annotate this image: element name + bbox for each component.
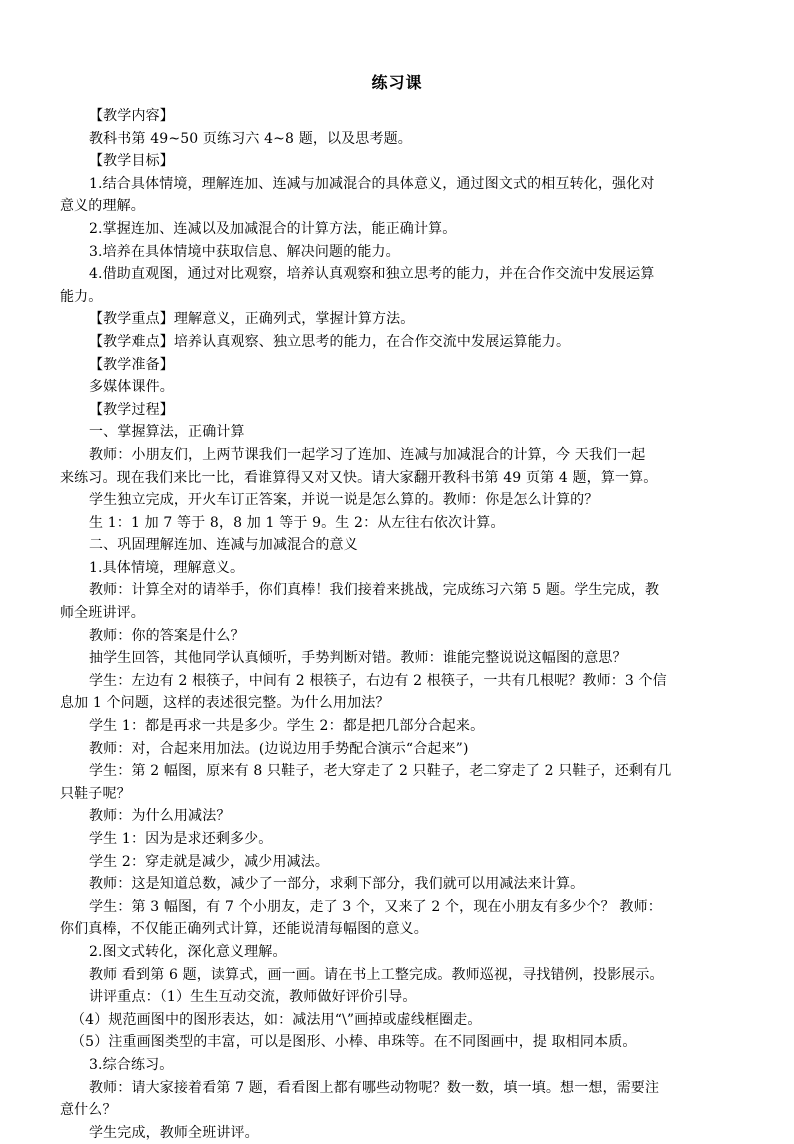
body-line: 3.综合练习。	[89, 1056, 174, 1073]
body-line: 4.借助直观图，通过对比观察，培养认真观察和独立思考的能力，并在合作交流中发展运算	[89, 266, 655, 283]
body-line: 教师：小朋友们，上两节课我们一起学习了连加、连减与加减混合的计算，今 天我们一起	[89, 446, 646, 463]
body-line: 生 1：1 加 7 等于 8，8 加 1 等于 9。生 2：从左往右依次计算。	[89, 514, 505, 531]
page-title: 练习课	[371, 73, 423, 92]
body-line: 【教学内容】	[89, 108, 174, 124]
body-line: 2.图文式转化，深化意义理解。	[89, 943, 287, 960]
body-line: 讲评重点：（1）生生互动交流，教师做好评价引导。	[89, 989, 417, 1006]
body-line: 教师：对，合起来用加法。(边说边用手势配合演示“合起来”)	[89, 740, 469, 757]
body-line: 意义的理解。	[60, 198, 145, 215]
body-line: 意什么？	[60, 1102, 117, 1119]
body-line: 教师：这是知道总数，减少了一部分，求剩下部分，我们就可以用减法来计算。	[89, 876, 585, 893]
body-line: （4）规范画图中的图形表达，如：减法用“\”画掉或虚线框圈走。	[71, 1011, 482, 1028]
body-line: 【教学重点】理解意义，正确列式，掌握计算方法。	[89, 311, 415, 328]
body-line: 学生：第 3 幅图，有 7 个小朋友，走了 3 个，又来了 2 个，现在小朋友有多少个？ 教师：	[89, 898, 662, 915]
body-line: 【教学目标】	[89, 153, 174, 170]
body-line: 师全班讲评。	[60, 605, 145, 622]
document-body	[60, 105, 759, 1144]
body-line: 教师：计算全对的请举手，你们真棒！我们接着来挑战，完成练习六第 5 题。学生完成，教	[89, 582, 660, 599]
body-line: 教师 看到第 6 题，读算式，画一画。请在书上工整完成。教师巡视，寻找错例，投影展示。	[89, 966, 664, 983]
body-line: 你们真棒，不仅能正确列式计算，还能说清每幅图的意义。	[60, 921, 428, 938]
body-line: 教师：为什么用减法？	[89, 808, 231, 825]
body-line: 只鞋子呢？	[60, 785, 131, 802]
body-line: 学生 1：都是再求一共是多少。学生 2：都是把几部分合起来。	[89, 718, 485, 735]
body-line: 抽学生回答，其他同学认真倾听，手势判断对错。教师：谁能完整说说这幅图的意思？	[89, 650, 627, 667]
body-line: 1.具体情境，理解意义。	[89, 559, 245, 576]
body-line: 来练习。现在我们来比一比，看谁算得又对又快。请大家翻开教科书第 49 页第 4 题，算一算。	[60, 469, 658, 486]
body-line: 能力。	[60, 288, 103, 305]
body-line: 教科书第 49~50 页练习六 4~8 题，以及思考题。	[89, 130, 412, 147]
body-line: 学生独立完成，开火车订正答案，并说一说是怎么算的。教师：你是怎么计算的？	[89, 492, 599, 509]
body-line: 学生 1：因为是求还剩多少。	[89, 831, 273, 847]
body-line: 教师：请大家接着看第 7 题，看看图上都有哪些动物呢？数一数，填一填。想一想，需要注	[89, 1079, 660, 1096]
body-line: 学生：第 2 幅图，原来有 8 只鞋子，老大穿走了 2 只鞋子，老二穿走了 2 只鞋子，还剩有几	[89, 763, 672, 780]
body-line: 多媒体课件。	[89, 379, 174, 396]
body-line: 息加 1 个问题，这样的表述很完整。为什么用加法？	[60, 695, 390, 712]
body-line: 学生 2：穿走就是减少，减少用减法。	[89, 853, 330, 870]
body-line: 3.培养在具体情境中获取信息、解决问题的能力。	[89, 243, 400, 260]
body-line: 学生完成，教师全班讲评。	[89, 1124, 259, 1141]
body-line: 二、巩固理解连加、连减与加减混合的意义	[89, 537, 358, 554]
body-line: 一、掌握算法，正确计算	[89, 424, 245, 441]
body-line: 【教学准备】	[89, 356, 174, 373]
body-line: 1.结合具体情境，理解连加、连减与加减混合的具体意义，通过图文式的相互转化，强化对	[89, 175, 655, 192]
body-line: 【教学过程】	[89, 401, 174, 418]
body-line: 2.掌握连加、连减以及加减混合的计算方法，能正确计算。	[89, 220, 457, 237]
body-line: （5）注重画图类型的丰富，可以是图形、小棒、串珠等。在不同图画中，提 取相同本质。	[71, 1034, 637, 1051]
body-line: 学生：左边有 2 根筷子，中间有 2 根筷子，右边有 2 根筷子，一共有几根呢？教师：3 个信	[89, 672, 667, 689]
body-line: 教师：你的答案是什么？	[89, 627, 245, 644]
body-line: 【教学难点】培养认真观察、独立思考的能力，在合作交流中发展运算能力。	[89, 333, 571, 350]
